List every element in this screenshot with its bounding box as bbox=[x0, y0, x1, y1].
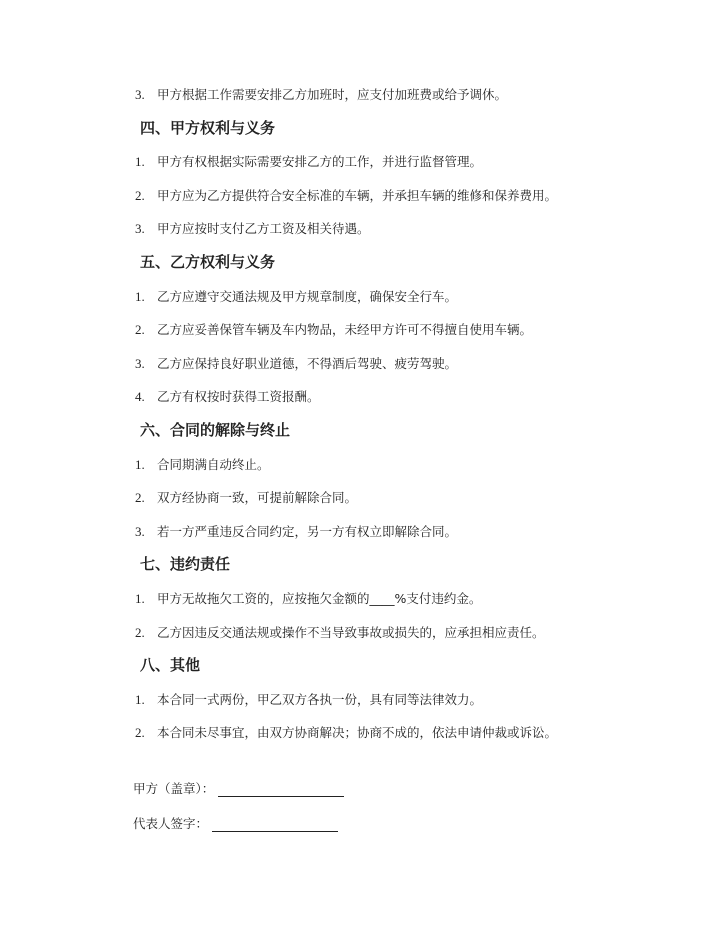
clause-number: 2. bbox=[135, 624, 145, 640]
clause-number: 3. bbox=[135, 87, 145, 102]
clause-item bbox=[0, 380, 720, 414]
party-a-seal-line[interactable] bbox=[218, 782, 344, 797]
clause-number: 1. bbox=[135, 456, 145, 472]
clause-text: 乙方有权按时获得工资报酬。 bbox=[157, 389, 320, 405]
clause-item bbox=[0, 313, 720, 347]
clause-number: 3. bbox=[135, 355, 145, 371]
signature-representative bbox=[133, 814, 338, 834]
clause-text: 乙方应遵守交通法规及甲方规章制度，确保安全行车。 bbox=[157, 288, 458, 304]
clause-number: 1. bbox=[135, 691, 145, 707]
section-heading: 七、违约责任 bbox=[140, 555, 231, 574]
clause-text: 甲方有权根据实际需要安排乙方的工作，并进行监督管理。 bbox=[157, 154, 483, 170]
clause-text: 甲方根据工作需要安排乙方加班时，应支付加班费或给予调休。 bbox=[157, 87, 508, 102]
clause-text: 本合同一式两份，甲乙双方各执一份，具有同等法律效力。 bbox=[157, 691, 483, 707]
section-heading: 五、乙方权利与义务 bbox=[140, 252, 276, 271]
clause-text: 合同期满自动终止。 bbox=[157, 456, 270, 472]
clause-item bbox=[0, 212, 720, 246]
signature-party-a bbox=[133, 779, 344, 799]
clause-number: 4. bbox=[135, 389, 145, 405]
clause-text: 甲方无故拖欠工资的，应按拖欠金额的____%支付违约金。 bbox=[157, 590, 482, 606]
clause-number: 1. bbox=[135, 154, 145, 170]
section-heading: 八、其他 bbox=[140, 656, 201, 675]
document-body bbox=[0, 78, 720, 750]
clause-item bbox=[0, 448, 720, 482]
clause-item bbox=[0, 280, 720, 314]
clause-item bbox=[0, 347, 720, 381]
clause-text: 双方经协商一致，可提前解除合同。 bbox=[157, 490, 358, 506]
clause-number: 1. bbox=[135, 288, 145, 304]
clause-item bbox=[0, 582, 720, 616]
clause-number: 3. bbox=[135, 221, 145, 237]
clause-text: 乙方因违反交通法规或操作不当导致事故或损失的，应承担相应责任。 bbox=[157, 624, 545, 640]
representative-signature-line[interactable] bbox=[212, 817, 338, 832]
clause-number: 3. bbox=[135, 523, 145, 539]
clause-number: 2. bbox=[135, 490, 145, 506]
clause-item bbox=[0, 481, 720, 515]
clause-item bbox=[0, 716, 720, 750]
clause-text: 甲方应按时支付乙方工资及相关待遇。 bbox=[157, 221, 370, 237]
party-a-seal-label: 甲方（盖章）： bbox=[133, 781, 215, 796]
clause-text: 乙方应保持良好职业道德，不得酒后驾驶、疲劳驾驶。 bbox=[157, 355, 458, 371]
representative-signature-label: 代表人签字： bbox=[133, 816, 209, 831]
clause-number: 2. bbox=[135, 187, 145, 203]
clause-text: 甲方应为乙方提供符合安全标准的车辆，并承担车辆的维修和保养费用。 bbox=[157, 187, 558, 203]
section-heading: 四、甲方权利与义务 bbox=[140, 118, 276, 137]
clause-number: 2. bbox=[135, 322, 145, 338]
clause-item bbox=[0, 616, 720, 650]
clause-item bbox=[0, 179, 720, 213]
clause-number: 2. bbox=[135, 725, 145, 741]
clause-text: 本合同未尽事宜，由双方协商解决；协商不成的，依法申请仲裁或诉讼。 bbox=[157, 725, 558, 741]
clause-text: 若一方严重违反合同约定，另一方有权立即解除合同。 bbox=[157, 523, 458, 539]
section-heading: 六、合同的解除与终止 bbox=[140, 420, 291, 439]
clause-number: 1. bbox=[135, 590, 145, 606]
clause-item bbox=[0, 78, 720, 112]
clause-item bbox=[0, 145, 720, 179]
clause-item bbox=[0, 683, 720, 717]
clause-item bbox=[0, 515, 720, 549]
clause-text: 乙方应妥善保管车辆及车内物品，未经甲方许可不得擅自使用车辆。 bbox=[157, 322, 533, 338]
